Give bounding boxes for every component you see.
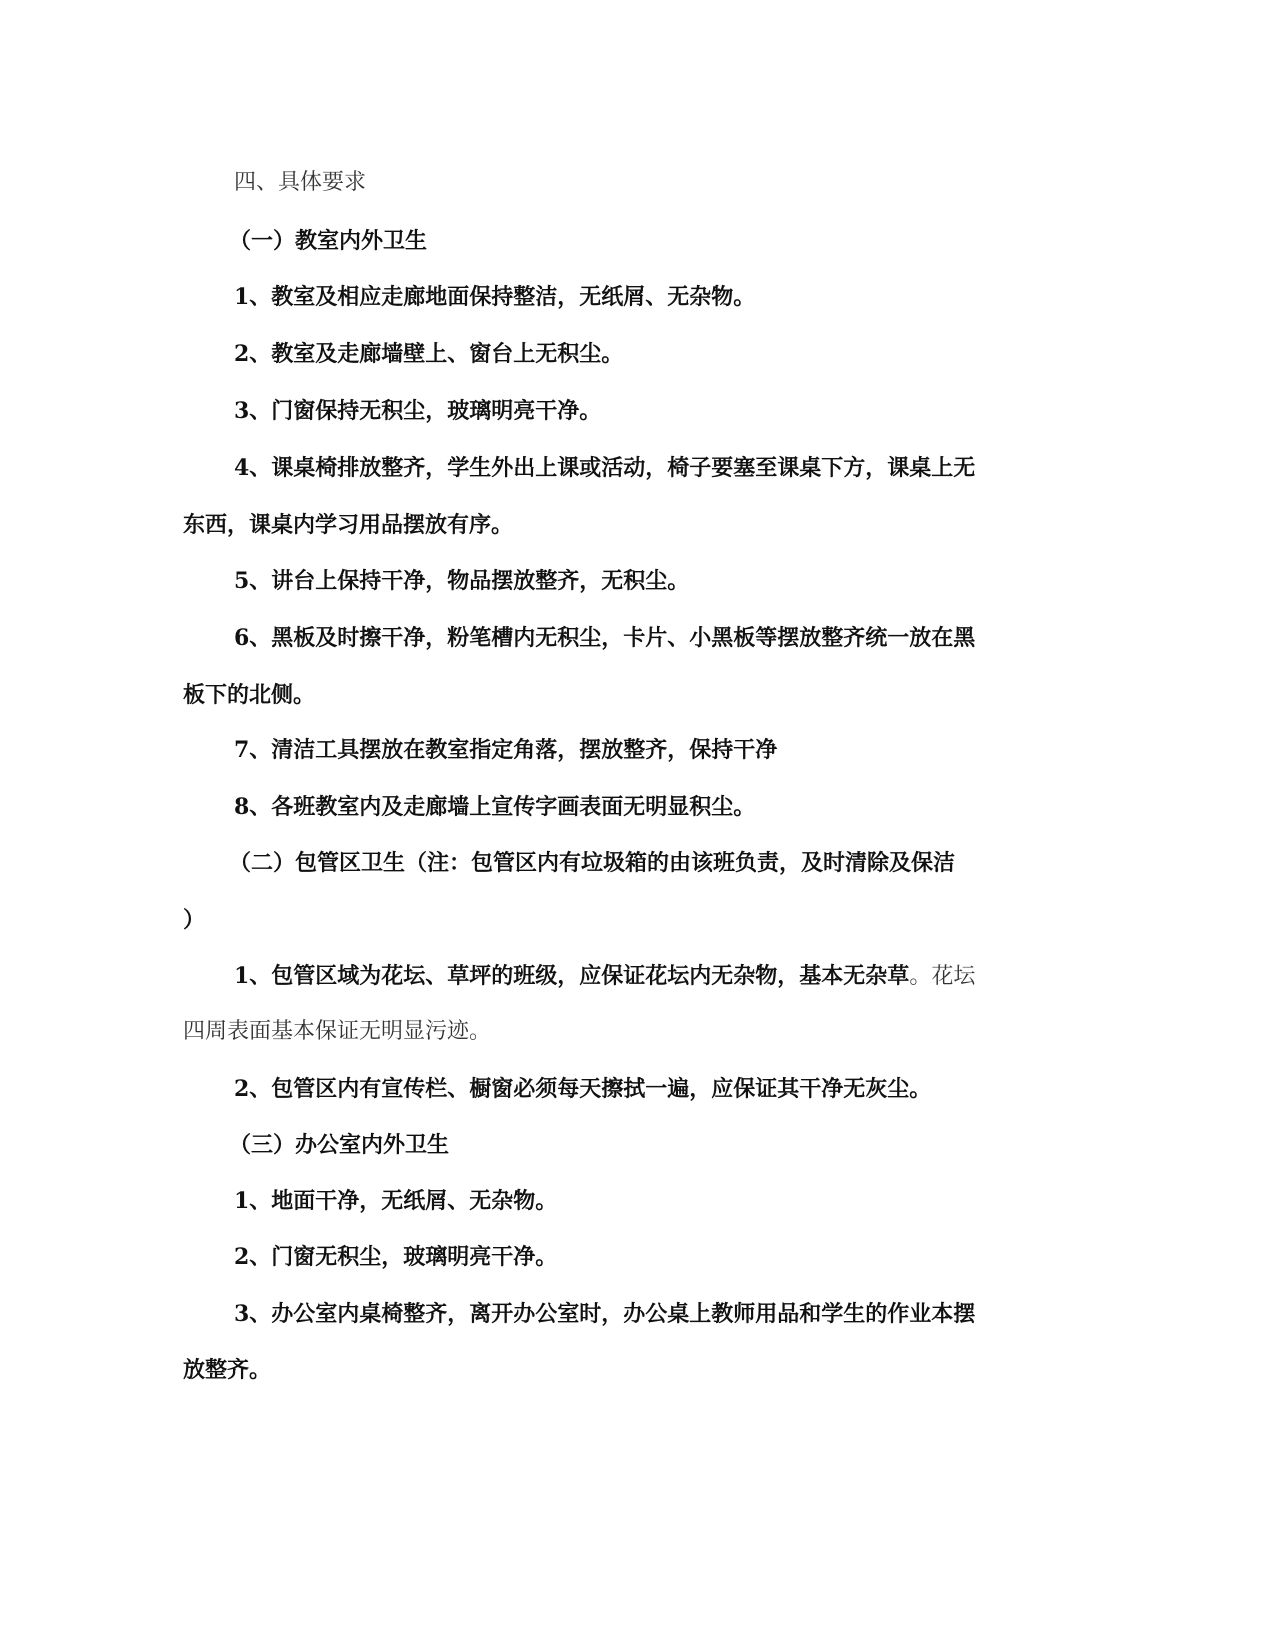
section1-item6-line1: 6、黑板及时擦干净，粉笔槽内无积尘，卡片、小黑板等摆放整齐统一放在黑 xyxy=(234,625,976,651)
section3-item3-line1: 3、办公室内桌椅整齐，离开办公室时，办公桌上教师用品和学生的作业本摆 xyxy=(234,1301,976,1327)
section3-title: （三）办公室内外卫生 xyxy=(229,1132,450,1158)
section2-item2: 2、包管区内有宣传栏、橱窗必须每天擦拭一遍，应保证其干净无灰尘。 xyxy=(234,1076,932,1102)
section1-title: （一）教室内外卫生 xyxy=(229,228,428,254)
section1-item5: 5、讲台上保持干净，物品摆放整齐，无积尘。 xyxy=(234,568,690,594)
section3-item3-line2: 放整齐。 xyxy=(183,1357,272,1383)
section-heading: 四、具体要求 xyxy=(234,170,367,195)
section1-item4-line2: 东西，课桌内学习用品摆放有序。 xyxy=(183,512,514,538)
section1-item1: 1、教室及相应走廊地面保持整洁，无纸屑、无杂物。 xyxy=(234,284,756,310)
section2-item1-line2: 四周表面基本保证无明显污迹。 xyxy=(183,1019,492,1044)
section1-item4-line1: 4、课桌椅排放整齐，学生外出上课或活动，椅子要塞至课桌下方，课桌上无 xyxy=(234,455,976,481)
section1-item6-line2: 板下的北侧。 xyxy=(183,682,316,708)
section3-item1: 1、地面干净，无纸屑、无杂物。 xyxy=(234,1188,558,1214)
section1-item8: 8、各班教室内及走廊墙上宣传字画表面无明显积尘。 xyxy=(234,794,756,820)
section1-item2: 2、教室及走廊墙壁上、窗台上无积尘。 xyxy=(234,341,624,367)
section1-item7: 7、清洁工具摆放在教室指定角落，摆放整齐，保持干净 xyxy=(234,737,778,763)
section3-item2: 2、门窗无积尘，玻璃明亮干净。 xyxy=(234,1244,558,1270)
section2-item1-bold-text: 1、包管区域为花坛、草坪的班级，应保证花坛内无杂物，基本无杂草 xyxy=(234,963,910,989)
section1-item3: 3、门窗保持无积尘，玻璃明亮干净。 xyxy=(234,398,602,424)
section2-item1-line1 xyxy=(234,961,975,992)
section2-title-line2: ） xyxy=(183,907,206,933)
section2-item1-light-text: 。花坛 xyxy=(909,964,976,989)
section2-title-line1: （二）包管区卫生（注：包管区内有垃圾箱的由该班负责，及时清除及保洁 xyxy=(229,850,956,876)
